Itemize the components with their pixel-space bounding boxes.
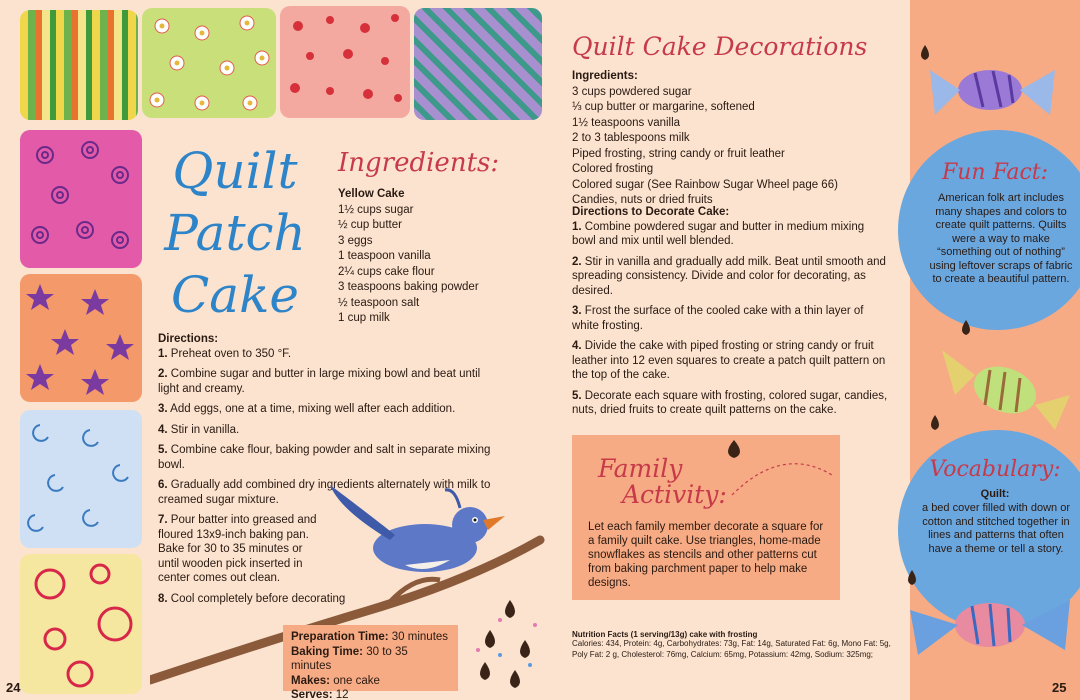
decorations-ingredients: [572, 69, 892, 209]
decoration-ingredient: 1½ teaspoons vanilla: [572, 116, 681, 129]
decorate-directions-heading: Directions to Decorate Cake:: [572, 206, 730, 218]
step-number: 4.: [158, 423, 168, 436]
step-text: Cool completely before decorating: [170, 592, 346, 605]
step-text: Gradually add combined dry ingredients alternately with milk to creamed sugar mixture.: [158, 479, 491, 506]
fun-fact-text: American folk art includes many shapes and colors to create quilt patterns. Quilts were a way to make “something out of nothing” using leftover scraps of fabric to create a beautiful pattern.: [929, 192, 1073, 285]
direction-step: [158, 367, 503, 396]
ingredient-item: ½ teaspoon salt: [338, 296, 420, 309]
recipe-title-line2: Patch: [164, 204, 306, 262]
fun-fact-title: Fun Fact:: [941, 160, 1049, 185]
ingredient-item: ½ cup butter: [338, 219, 402, 231]
nutrition-title: Nutrition Facts (1 serving/13g) cake with frosting: [572, 630, 758, 639]
quilt-patch-moons: [20, 410, 142, 548]
prep-time-value: 30 minutes: [391, 631, 449, 643]
ingredient-item: 1½ cups sugar: [338, 203, 414, 216]
nutrition-facts: [572, 630, 892, 660]
quilt-patch-swirls: [20, 130, 142, 268]
step-text: Combine powdered sugar and butter in medium mixing bowl and mix until well blended.: [572, 220, 865, 247]
vocabulary-title: Vocabulary:: [929, 457, 1061, 482]
decoration-ingredient: 2 to 3 tablespoons milk: [572, 132, 690, 144]
prep-info-box: [283, 625, 458, 700]
makes-label: Makes:: [291, 674, 330, 687]
prep-time-label: Preparation Time:: [291, 631, 389, 643]
quilt-patch-circles: [20, 554, 142, 694]
step-text: Divide the cake with piped frosting or string candy or fruit leather into 12 even squares to create a patch quilt pattern on the top of the cake.: [572, 340, 886, 381]
ingredients-subheading: Yellow Cake: [338, 188, 405, 200]
decorate-step: [572, 339, 890, 383]
family-activity-title-line1: Family: [598, 454, 683, 483]
quilt-patch-stars: [20, 274, 142, 402]
decoration-ingredient: Colored frosting: [572, 163, 654, 175]
ingredients-heading: Ingredients:: [338, 148, 500, 178]
quilt-patch-stripes: [20, 10, 138, 120]
decorations-heading: Quilt Cake Decorations: [572, 32, 868, 61]
recipe-title-line1: Quilt: [172, 142, 298, 200]
step-text: Preheat oven to 350 °F.: [170, 347, 292, 360]
decorate-step: [572, 304, 890, 333]
makes: [291, 674, 450, 689]
wrapped-candy-icon: [915, 45, 1065, 125]
page-number-left: 24: [6, 680, 21, 695]
serves: [291, 688, 450, 700]
ingredients-list: [338, 187, 528, 327]
step-number: 4.: [572, 340, 582, 352]
step-number: 8.: [158, 592, 168, 605]
direction-step: [158, 402, 503, 417]
family-activity-title-line2: Activity:: [622, 480, 727, 509]
circle-pattern-icon: [20, 554, 142, 694]
decoration-ingredient: Colored sugar (See Rainbow Sugar Wheel page 66): [572, 178, 838, 191]
step-number: 1.: [158, 347, 168, 360]
direction-step: [158, 347, 503, 362]
step-number: 7.: [158, 514, 168, 526]
page-number-right: 25: [1052, 680, 1067, 695]
bake-time-label: Baking Time:: [291, 645, 363, 658]
step-number: 5.: [158, 444, 168, 456]
bake-time-value: 30 to 35 minutes: [291, 645, 408, 672]
prep-time: [291, 630, 450, 645]
decoration-ingredient: Candies, nuts or dried fruits: [572, 194, 713, 206]
step-number: 5.: [572, 389, 582, 402]
step-number: 2.: [158, 368, 168, 380]
step-text: Stir in vanilla and gradually add milk. Beat until smooth and spreading consistency. Divide and color for decorating, as desired.: [572, 255, 886, 297]
decoration-ingredient: ⅓ cup butter or margarine, softened: [572, 101, 755, 113]
ingredient-item: 3 teaspoons baking powder: [338, 281, 479, 293]
recipe-title: [150, 140, 320, 326]
direction-step: [158, 423, 503, 438]
ingredient-item: 3 eggs: [338, 234, 373, 247]
decoration-ingredient: 3 cups powdered sugar: [572, 85, 692, 98]
decorate-step: [572, 220, 890, 249]
quilt-patch-dots: [280, 6, 410, 118]
family-activity-box: [572, 435, 840, 600]
directions-heading: Directions:: [158, 333, 219, 345]
wrapped-candy-icon: [900, 570, 1080, 670]
step-text: Combine cake flour, baking powder and salt in separate mixing bowl.: [158, 444, 491, 471]
decorations-ingredients-heading: Ingredients:: [572, 70, 638, 82]
step-number: 2.: [572, 255, 582, 268]
step-text: Decorate each square with frosting, colored sugar, candies, nuts, dried fruits to create quilt patterns on the cake.: [572, 389, 888, 416]
decorate-step: [572, 389, 890, 418]
ingredient-item: 1 cup milk: [338, 312, 390, 324]
recipe-title-line3: Cake: [171, 266, 299, 324]
serves-label: Serves:: [291, 689, 333, 700]
step-text: Combine sugar and butter in large mixing bowl and beat until light and creamy.: [158, 368, 481, 395]
makes-value: one cake: [333, 674, 380, 687]
quilt-patch-flowers: [142, 8, 276, 118]
bake-time: [291, 645, 450, 674]
chocolate-chip-icon: [722, 435, 840, 505]
ingredient-item: 2¼ cups cake flour: [338, 265, 435, 278]
decorate-step: [572, 255, 890, 299]
moon-pattern-icon: [20, 410, 142, 548]
step-number: 3.: [158, 403, 168, 415]
quilt-patch-diagonal: [414, 8, 542, 120]
serves-value: 12: [335, 689, 349, 700]
nutrition-text: Calories: 434, Protein: 4g, Carbohydrates: 73g, Fat: 14g, Saturated Fat: 6g, Mono Fat: 5g, Poly Fat: 2 g, Cholesterol: 76mg, Calcium: 65mg, Potassium: 42mg, Sodium: 325mg;: [572, 639, 891, 659]
step-number: 3.: [572, 305, 582, 317]
wrapped-candy-icon: [930, 320, 1080, 435]
chocolate-chips-decoration: [470, 590, 550, 695]
vocabulary-definition: a bed cover filled with down or cotton and stitched together in lines and patterns that often have a theme or tell a story.: [922, 502, 1070, 555]
decorate-directions: [572, 205, 890, 424]
decoration-ingredient: Piped frosting, string candy or fruit leather: [572, 147, 785, 160]
dots-pattern-icon: [280, 6, 410, 118]
step-text: Pour batter into greased and floured 13x9-inch baking pan. Bake for 30 to 35 minutes or until wooden pick inserted in center comes out clean.: [158, 514, 317, 584]
swirl-pattern-icon: [20, 130, 142, 268]
family-activity-text: Let each family member decorate a square for a family quilt cake. Use triangles, home-made snowflakes as stencils and other patterns cut from baking parchment paper to help make designs.: [588, 521, 824, 589]
step-text: Frost the surface of the cooled cake with a thin layer of white frosting.: [572, 305, 864, 332]
ingredient-item: 1 teaspoon vanilla: [338, 250, 431, 262]
step-number: 1.: [572, 220, 582, 233]
step-number: 6.: [158, 479, 168, 491]
step-text: Add eggs, one at a time, mixing well after each addition.: [170, 403, 456, 415]
step-text: Stir in vanilla.: [170, 423, 240, 436]
direction-step: [158, 443, 503, 472]
flower-pattern-icon: [142, 8, 276, 118]
star-pattern-icon: [20, 274, 142, 402]
vocabulary-term: Quilt:: [980, 488, 1010, 500]
